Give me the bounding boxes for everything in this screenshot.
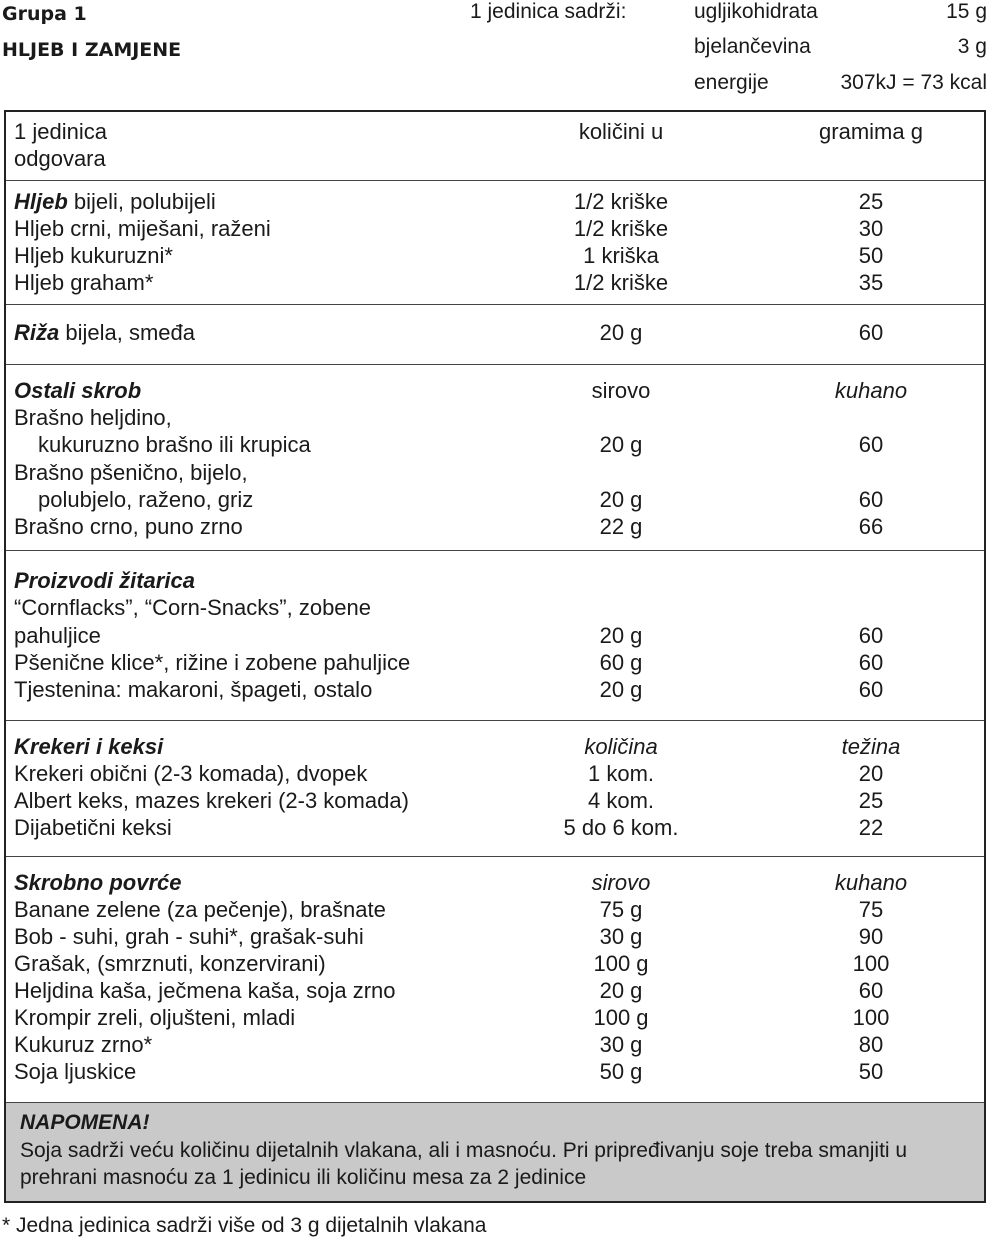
row-grams: 66 — [858, 514, 884, 539]
row-label: Hljeb graham* — [14, 270, 154, 295]
table-row — [6, 649, 984, 676]
table-row — [6, 404, 984, 431]
section-col3: kuhano — [834, 870, 908, 895]
row-label: Krompir zreli, oljušteni, mladi — [14, 1005, 296, 1030]
group-label: Grupa 1 — [2, 3, 87, 25]
row-qty: 1 kriška — [583, 243, 659, 268]
section-title: Ostali skrob — [14, 378, 142, 403]
row-label: “Cornflacks”, “Corn-Snacks”, zobene — [14, 595, 372, 620]
footnote: * Jedna jedinica sadrži više od 3 g dijetalnih vlakana — [2, 1214, 487, 1237]
nutrient-value: 3 g — [957, 35, 987, 58]
table-header — [6, 112, 984, 180]
row-label: Hljeb crni, miješani, raženi — [14, 216, 271, 241]
row-grams: 60 — [858, 623, 884, 648]
section-rice — [6, 304, 984, 365]
section-title: Skrobno povrće — [14, 870, 182, 895]
row-grams: 60 — [858, 978, 884, 1003]
col3-header: gramima g — [819, 119, 923, 144]
table-row — [6, 486, 984, 513]
row-grams: 20 — [858, 761, 884, 786]
row-grams: 25 — [858, 788, 884, 813]
row-qty: 1/2 kriške — [573, 216, 669, 241]
table-row — [6, 1004, 984, 1031]
note-text: Soja sadrži veću količinu dijetalnih vlakana, ali i masnoću. Pri pripređivanju soje treba smanjiti u prehrani masnoću za 1 jedinicu ili količinu mesa za 2 jedinice — [20, 1139, 908, 1189]
row-qty: 20 g — [599, 978, 643, 1003]
table-row — [6, 269, 984, 296]
row-qty: 75 g — [599, 897, 643, 922]
row-label: Dijabetični keksi — [14, 815, 172, 840]
section-other-starch — [6, 364, 984, 551]
row-grams: 100 — [852, 1005, 890, 1030]
row-label: Krekeri obični (2-3 komada), dvopek — [14, 761, 368, 786]
table-row — [6, 1058, 984, 1085]
row-label: Banane zelene (za pečenje), brašnate — [14, 897, 386, 922]
row-grams: 60 — [858, 487, 884, 512]
row-label: Kukuruz zrno* — [14, 1032, 153, 1057]
nutrient-name: ugljikohidrata — [694, 0, 818, 23]
section-heading — [6, 733, 984, 760]
row-label: bijeli, polubijeli — [67, 189, 216, 214]
row-grams: 60 — [858, 677, 884, 702]
section-title: Proizvodi žitarica — [14, 568, 195, 593]
table-row — [6, 1031, 984, 1058]
row-label: Brašno crno, puno zrno — [14, 514, 243, 539]
row-grams: 60 — [858, 650, 884, 675]
row-grams: 80 — [858, 1032, 884, 1057]
section-heading — [6, 869, 984, 896]
col1-header: 1 jedinica — [14, 119, 107, 144]
row-label: Heljdina kaša, ječmena kaša, soja zrno — [14, 978, 396, 1003]
row-lead: Hljeb — [14, 189, 68, 214]
row-qty: 1/2 kriške — [573, 189, 669, 214]
note-title: NAPOMENA! — [20, 1111, 150, 1134]
row-grams: 75 — [858, 897, 884, 922]
row-qty: 5 do 6 kom. — [563, 815, 679, 840]
nutrient-value: 15 g — [946, 0, 987, 23]
row-qty: 30 g — [599, 924, 643, 949]
row-label: Grašak, (smrznuti, konzervirani) — [14, 951, 326, 976]
row-qty: 50 g — [599, 1059, 643, 1084]
section-heading — [6, 567, 984, 594]
table-row — [6, 513, 984, 540]
row-qty: 20 g — [599, 677, 643, 702]
section-col2: sirovo — [591, 378, 651, 403]
row-grams: 25 — [858, 189, 884, 214]
row-label: Tjestenina: makaroni, špageti, ostalo — [14, 677, 373, 702]
section-heading — [6, 377, 984, 404]
section-col3: težina — [841, 734, 901, 759]
food-exchange-table — [4, 110, 986, 1203]
row-grams: 50 — [858, 1059, 884, 1084]
row-qty: 4 kom. — [587, 788, 655, 813]
table-row — [6, 188, 984, 215]
row-qty: 20 g — [599, 432, 643, 457]
row-qty: 22 g — [599, 514, 643, 539]
table-row — [6, 319, 984, 346]
table-row — [6, 594, 984, 621]
row-grams: 35 — [858, 270, 884, 295]
table-row — [6, 977, 984, 1004]
row-label: pahuljice — [14, 623, 101, 648]
row-qty: 1 kom. — [587, 761, 655, 786]
note-box — [6, 1102, 984, 1201]
section-col2: količina — [584, 734, 658, 759]
row-label: kukuruzno brašno ili krupica — [38, 432, 311, 457]
section-bread — [6, 180, 984, 305]
row-qty: 20 g — [599, 487, 643, 512]
row-qty: 20 g — [599, 320, 643, 345]
table-row — [6, 787, 984, 814]
table-row — [6, 896, 984, 923]
table-row — [6, 950, 984, 977]
table-row — [6, 676, 984, 703]
section-cereal-products — [6, 550, 984, 721]
section-title: Krekeri i keksi — [14, 734, 164, 759]
row-lead: Riža — [14, 320, 60, 345]
section-crackers — [6, 720, 984, 857]
row-label: Hljeb kukuruzni* — [14, 243, 173, 268]
row-grams: 50 — [858, 243, 884, 268]
row-qty: 100 g — [593, 951, 649, 976]
row-qty: 20 g — [599, 623, 643, 648]
row-label: Brašno pšenično, bijelo, — [14, 460, 248, 485]
table-row — [6, 431, 984, 458]
row-label: polubjelo, raženo, griz — [38, 487, 254, 512]
section-starchy-vegetables — [6, 856, 984, 1103]
table-row — [6, 459, 984, 486]
row-label: Soja ljuskice — [14, 1059, 137, 1084]
col2-header: količini u — [578, 119, 664, 144]
nutrient-value: 307kJ = 73 kcal — [840, 71, 987, 94]
nutrient-name: energije — [694, 71, 769, 94]
row-qty: 100 g — [593, 1005, 649, 1030]
row-label: bijela, smeđa — [59, 320, 195, 345]
row-label: Brašno heljdino, — [14, 405, 172, 430]
row-grams: 22 — [858, 815, 884, 840]
row-grams: 90 — [858, 924, 884, 949]
row-qty: 60 g — [599, 650, 643, 675]
row-grams: 30 — [858, 216, 884, 241]
table-row — [6, 923, 984, 950]
unit-contains-label: 1 jedinica sadrži: — [470, 0, 627, 23]
row-qty: 30 g — [599, 1032, 643, 1057]
table-row — [6, 242, 984, 269]
col1-header-2: odgovara — [14, 146, 106, 171]
row-label: Pšenične klice*, rižine i zobene pahuljice — [14, 650, 411, 675]
section-col2: sirovo — [591, 870, 651, 895]
row-grams: 100 — [852, 951, 890, 976]
page-title: HLJEB I ZAMJENE — [2, 39, 182, 61]
row-label: Bob - suhi, grah - suhi*, grašak-suhi — [14, 924, 364, 949]
table-row — [6, 760, 984, 787]
table-row — [6, 814, 984, 841]
row-grams: 60 — [858, 432, 884, 457]
section-col3: kuhano — [834, 378, 908, 403]
row-qty: 1/2 kriške — [573, 270, 669, 295]
table-row — [6, 215, 984, 242]
row-label: Albert keks, mazes krekeri (2-3 komada) — [14, 788, 409, 813]
nutrient-name: bjelančevina — [694, 35, 811, 58]
row-grams: 60 — [858, 320, 884, 345]
table-row — [6, 622, 984, 649]
